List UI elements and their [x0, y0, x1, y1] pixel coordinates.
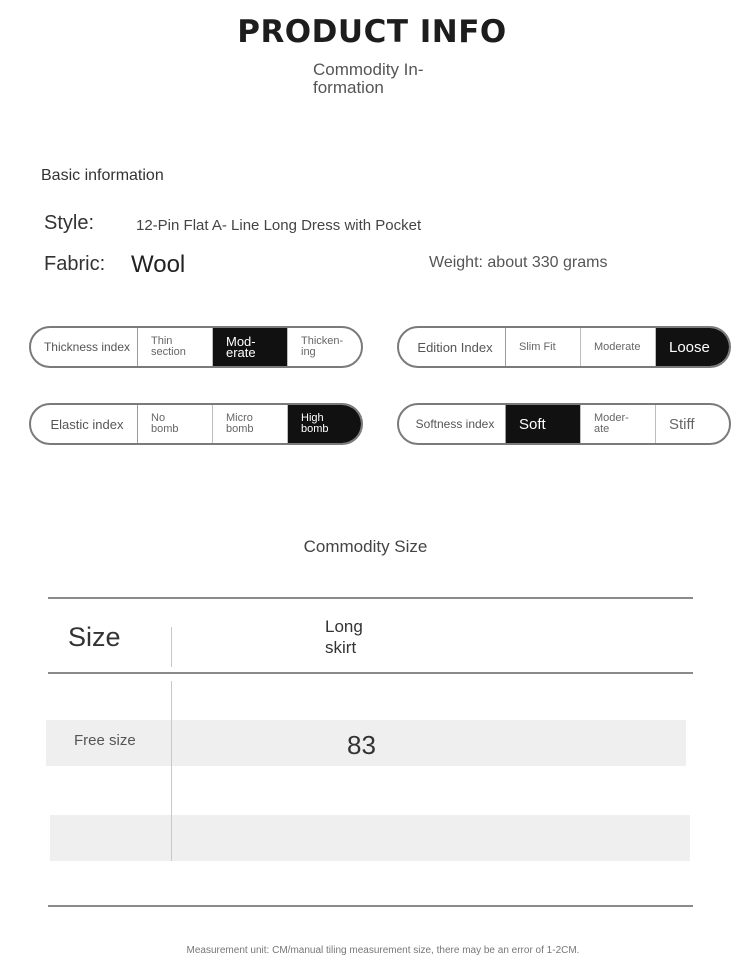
long-skirt-cell: 83: [347, 730, 376, 760]
style-value: 12-Pin Flat A- Line Long Dress with Pocket: [136, 217, 422, 234]
softness-option-moderate: Moder- ate: [581, 405, 656, 443]
page-subtitle: Commodity In- formation: [313, 60, 424, 97]
edition-option-moderate: Moderate: [581, 328, 656, 366]
elastic-option-high-bomb: High bomb: [288, 405, 361, 443]
softness-option-soft: Soft: [506, 405, 581, 443]
thickness-option-thickening: Thicken- ing: [301, 335, 344, 358]
table-bottom-rule: [48, 905, 693, 907]
elastic-option-no-bomb: No bomb: [138, 405, 213, 443]
edition-option-slim-fit: Slim Fit: [506, 328, 581, 366]
thickness-index-label: Thickness index: [31, 328, 138, 366]
edition-index-label: Edition Index: [399, 328, 506, 366]
size-column-header: Size: [68, 622, 121, 652]
softness-index-pill: [397, 403, 731, 445]
basic-info-label: Basic information: [41, 167, 164, 184]
softness-option-stiff: Stiff: [669, 415, 695, 433]
softness-index-label: Softness index: [399, 405, 506, 443]
table-row-empty: [50, 815, 690, 861]
weight-value: Weight: about 330 grams: [429, 254, 608, 271]
body-column-divider: [171, 681, 172, 861]
edition-index-pill: [397, 326, 731, 368]
table-top-rule: [48, 597, 693, 599]
thickness-option-thin: Thin section: [138, 328, 213, 366]
size-section-heading: Commodity Size: [303, 537, 428, 556]
elastic-index-pill: [29, 403, 363, 445]
thickness-index-pill: [29, 326, 363, 368]
measurement-footnote: Measurement unit: CM/manual tiling measurement size, there may be an error of 1-2CM.: [186, 945, 580, 956]
thickness-option-moderate: Mod- erate: [213, 328, 288, 366]
fabric-value: Wool: [131, 251, 186, 278]
long-skirt-column-header: Long skirt: [325, 617, 363, 657]
table-header-rule: [48, 672, 693, 674]
elastic-option-micro-bomb: Micro bomb: [213, 405, 288, 443]
style-label: Style:: [44, 212, 95, 234]
fabric-label: Fabric:: [44, 253, 106, 275]
elastic-index-label: Elastic index: [31, 405, 138, 443]
edition-option-loose: Loose: [656, 328, 729, 366]
page-title: PRODUCT INFO: [237, 14, 507, 50]
size-cell: Free size: [74, 732, 136, 749]
header-column-divider: [171, 627, 172, 667]
